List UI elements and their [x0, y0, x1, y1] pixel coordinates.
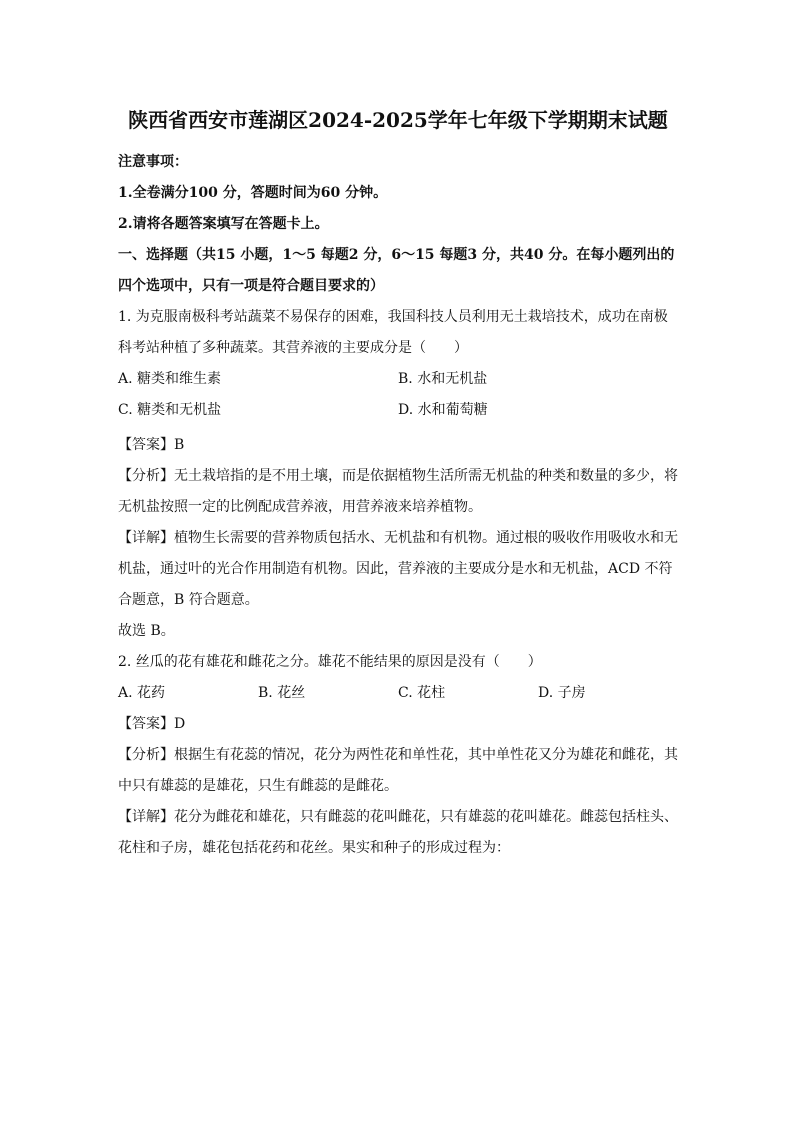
question-1-conclusion: 故选 B。	[118, 623, 175, 639]
page-title: 陕西省西安市莲湖区2024-2025学年七年级下学期期末试题	[128, 108, 668, 132]
question-1-option-a: A. 糖类和维生素	[118, 371, 222, 387]
detail-text: 花分为雌花和雄花，只有雌蕊的花叫雌花，只有雄蕊的花叫雄花。雌蕊包括柱头、花柱和子房，雄花包括花药和花丝。果实和种子的形成过程为：	[118, 809, 678, 856]
question-1-option-c: C. 糖类和无机盐	[118, 402, 222, 418]
question-1-stem: 1. 为克服南极科考站蔬菜不易保存的困难，我国科技人员利用无土栽培技术，成功在南极科考站种植了多种蔬菜。其营养液的主要成分是（ ）	[118, 309, 668, 356]
question-2-option-d: D. 子房	[538, 685, 586, 701]
question-1-option-d: D. 水和葡萄糖	[398, 402, 488, 418]
section-heading: 一、选择题（共15 小题，1～5 每题2 分，6～15 每题3 分，共40 分。在每小题列出的四个选项中，只有一项是符合题目要求的）	[118, 247, 675, 294]
analysis-text: 根据生有花蕊的情况，花分为两性花和单性花，其中单性花又分为雄花和雌花，其中只有雄蕊的是雄花，只生有雌蕊的是雌花。	[118, 747, 678, 794]
question-1-detail	[118, 523, 678, 616]
analysis-text: 无土栽培指的是不用土壤，而是依据植物生活所需无机盐的种类和数量的多少，将无机盐按照一定的比例配成营养液，用营养液来培养植物。	[118, 468, 678, 515]
question-1-options-row-2	[118, 395, 678, 426]
question-2-answer: 【答案】D	[118, 716, 186, 732]
question-2-option-c: C. 花柱	[398, 685, 446, 701]
question-2-analysis	[118, 740, 678, 802]
document-content	[118, 96, 678, 864]
question-1-analysis	[118, 461, 678, 523]
analysis-label: 【分析】	[118, 747, 174, 763]
question-2-options-row	[118, 678, 678, 709]
notice-heading: 注意事项：	[118, 154, 188, 170]
notice-item-2: 2.请将各题答案填写在答题卡上。	[118, 216, 329, 232]
question-2-detail	[118, 802, 678, 864]
question-1-answer: 【答案】B	[118, 437, 185, 453]
detail-label: 【详解】	[118, 809, 174, 825]
question-2-stem: 2. 丝瓜的花有雄花和雌花之分。雄花不能结果的原因是没有（ ）	[118, 654, 542, 670]
question-2-option-a: A. 花药	[118, 685, 166, 701]
question-1-options-row-1	[118, 364, 678, 395]
question-2-option-b: B. 花丝	[258, 685, 306, 701]
notice-item-1: 1.全卷满分100 分，答题时间为60 分钟。	[118, 185, 388, 201]
analysis-label: 【分析】	[118, 468, 174, 484]
detail-text: 植物生长需要的营养物质包括水、无机盐和有机物。通过根的吸收作用吸收水和无机盐，通过叶的光合作用制造有机物。因此，营养液的主要成分是水和无机盐，ACD 不符合题意，B 符合题意。	[118, 530, 678, 608]
detail-label: 【详解】	[118, 530, 174, 546]
question-1-option-b: B. 水和无机盐	[398, 371, 488, 387]
